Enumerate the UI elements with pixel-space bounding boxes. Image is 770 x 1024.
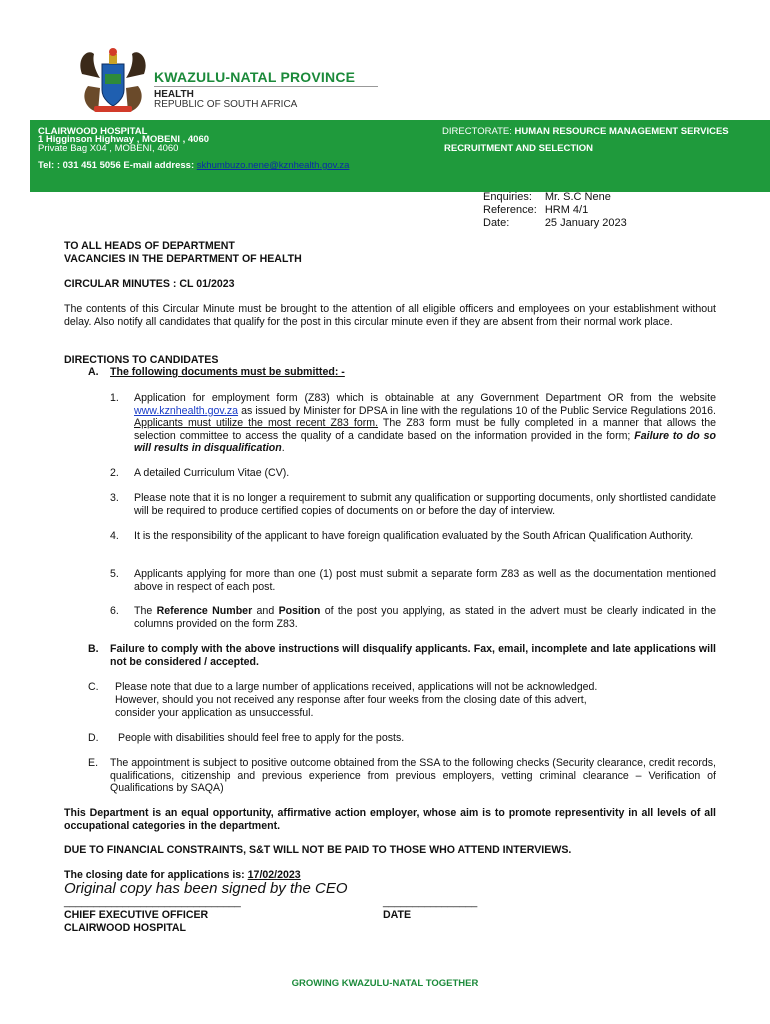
enquiries-block [483,191,635,230]
section-e-text: The appointment is subject to positive outcome obtained from the SSA to the following checks (Security clearance, credit records, qualifications, citizenship and previous experience from previous employers, vetting criminal clearance – Verification of Qualifications by SAQA) [110,757,716,794]
disqualification-warning: Failure to do so will results in disqualification [134,429,716,454]
email-link[interactable]: skhumbuzo.nene@kznhealth.gov.za [196,160,350,171]
directions-title: DIRECTIONS TO CANDIDATES [64,354,219,366]
date-value: 25 January 2023 [544,217,627,229]
directorate-label: DIRECTORATE: [442,126,512,137]
item-5-number: 5. [110,568,119,580]
financial-notice: DUE TO FINANCIAL CONSTRAINTS, S&T WILL NOT BE PAID TO THOSE WHO ATTEND INTERVIEWS. [64,844,572,856]
item-2-text: A detailed Curriculum Vitae (CV). [134,467,290,479]
department-name: HEALTH [154,89,194,100]
header-band [30,120,770,192]
letterhead-rule [154,86,378,87]
signature-date-label: DATE [383,909,412,921]
directorate [442,126,729,137]
country-name: REPUBLIC OF SOUTH AFRICA [154,99,298,110]
date-label: Date: [483,217,510,229]
section-c-letter: C. [88,681,99,693]
item-3-number: 3. [110,492,119,504]
signature-line: ______________________________ [64,896,241,908]
item-4-text: It is the responsibility of the applicant to have foreign qualification evaluated by the South African Qualification Authority. [134,530,694,542]
reference-label: Reference: [483,204,537,216]
province-name: KWAZULU-NATAL PROVINCE [154,69,356,85]
item-2-number: 2. [110,467,119,479]
equal-opportunity-statement: This Department is an equal opportunity, affirmative action employer, whose aim is to promote representivity in all levels of all occupational categories in the department. [64,807,716,832]
section-e-letter: E. [88,757,99,769]
coat-of-arms-icon [74,44,152,116]
enquiries-label: Enquiries: [483,191,532,203]
reference-value: HRM 4/1 [544,204,589,216]
section-a-title: The following documents must be submitted: - [110,366,345,378]
section-d-letter: D. [88,732,99,744]
hospital-name: CLAIRWOOD HOSPITAL [38,126,148,137]
signatory-org: CLAIRWOOD HOSPITAL [64,922,187,934]
item-3-text: Please note that it is no longer a requirement to submit any qualification or supporting documents, only shortlisted candidate will be required to produce certified copies of documents on or before the day of interview. [134,492,716,517]
circular-number: CIRCULAR MINUTES : CL 01/2023 [64,278,235,290]
item-6-number: 6. [110,605,119,617]
heading-line-2: VACANCIES IN THE DEPARTMENT OF HEALTH [64,253,302,265]
section-b-text: Failure to comply with the above instructions will disqualify applicants. Fax, email, incomplete and late applications will not be considered / accepted. [110,643,716,668]
section-b-letter: B. [88,643,99,655]
signatory-title: CHIEF EXECUTIVE OFFICER [64,909,209,921]
footer-slogan: GROWING KWAZULU-NATAL TOGETHER [291,978,479,989]
closing-date-label: The closing date for applications is: [64,869,248,881]
enquiries-value: Mr. S.C Nene [544,191,611,203]
closing-date-value: 17/02/2023 [247,869,301,881]
hospital-address-1: 1 Higginson Highway , MOBENI , 4060 [38,134,210,145]
item-1-text: Application for employment form (Z83) which is obtainable at any Government Department OR from the website www.kznhealth.gov.za as issued by Minister for DPSA in line with the regulations 10 of the Public Service Regulations 2016. Applicants must utilize the most recent Z83 form. The Z83 form must be fully completed in a manner that allows the selection committee to access the quality of a candidate based on the information provided in the form; Failure to do so will results in disqualification. [134,392,716,454]
directorate-value: HUMAN RESOURCE MANAGEMENT SERVICES [514,126,729,137]
section-a-letter: A. [88,366,99,378]
section-c-line-2: However, should you not received any response after four weeks from the closing date of this advert, [115,694,587,706]
item-4-number: 4. [110,530,119,542]
item-6-text: The Reference Number and Position of the post you applying, as stated in the advert must be clearly indicated in the columns provided on the form Z83. [134,605,717,630]
date-line: ________________ [383,896,478,908]
section-c-line-1: Please note that due to a large number of applications received, applications will not be acknowledged. [115,681,598,693]
item-5-text: Applicants applying for more than one (1) post must submit a separate form Z83 as well as the documentation mentioned above in respect of each post. [134,568,716,593]
section-d-text: People with disabilities should feel free to apply for the posts. [118,732,405,744]
intro-paragraph: The contents of this Circular Minute must be brought to the attention of all eligible officers and employees on your establishment without delay. Also notify all candidates that qualify for the post in this circular minute even if they are absent from their normal work place. [64,303,716,328]
heading-line-1: TO ALL HEADS OF DEPARTMENT [64,240,235,252]
hospital-address-2: Private Bag X04 , MOBENI, 4060 [38,143,179,154]
signed-note: Original copy has been signed by the CEO [64,880,348,897]
section-c-line-3: consider your application as unsuccessful. [115,707,314,719]
z83-note: Applicants must utilize the most recent Z83 form. [134,417,379,429]
tel-text: Tel: : 031 451 5056 E-mail address: [38,160,195,171]
contact-line [38,160,349,171]
item-1-number: 1. [110,392,119,404]
website-link[interactable]: www.kznhealth.gov.za [134,404,239,417]
unit-name: RECRUITMENT AND SELECTION [444,143,594,154]
